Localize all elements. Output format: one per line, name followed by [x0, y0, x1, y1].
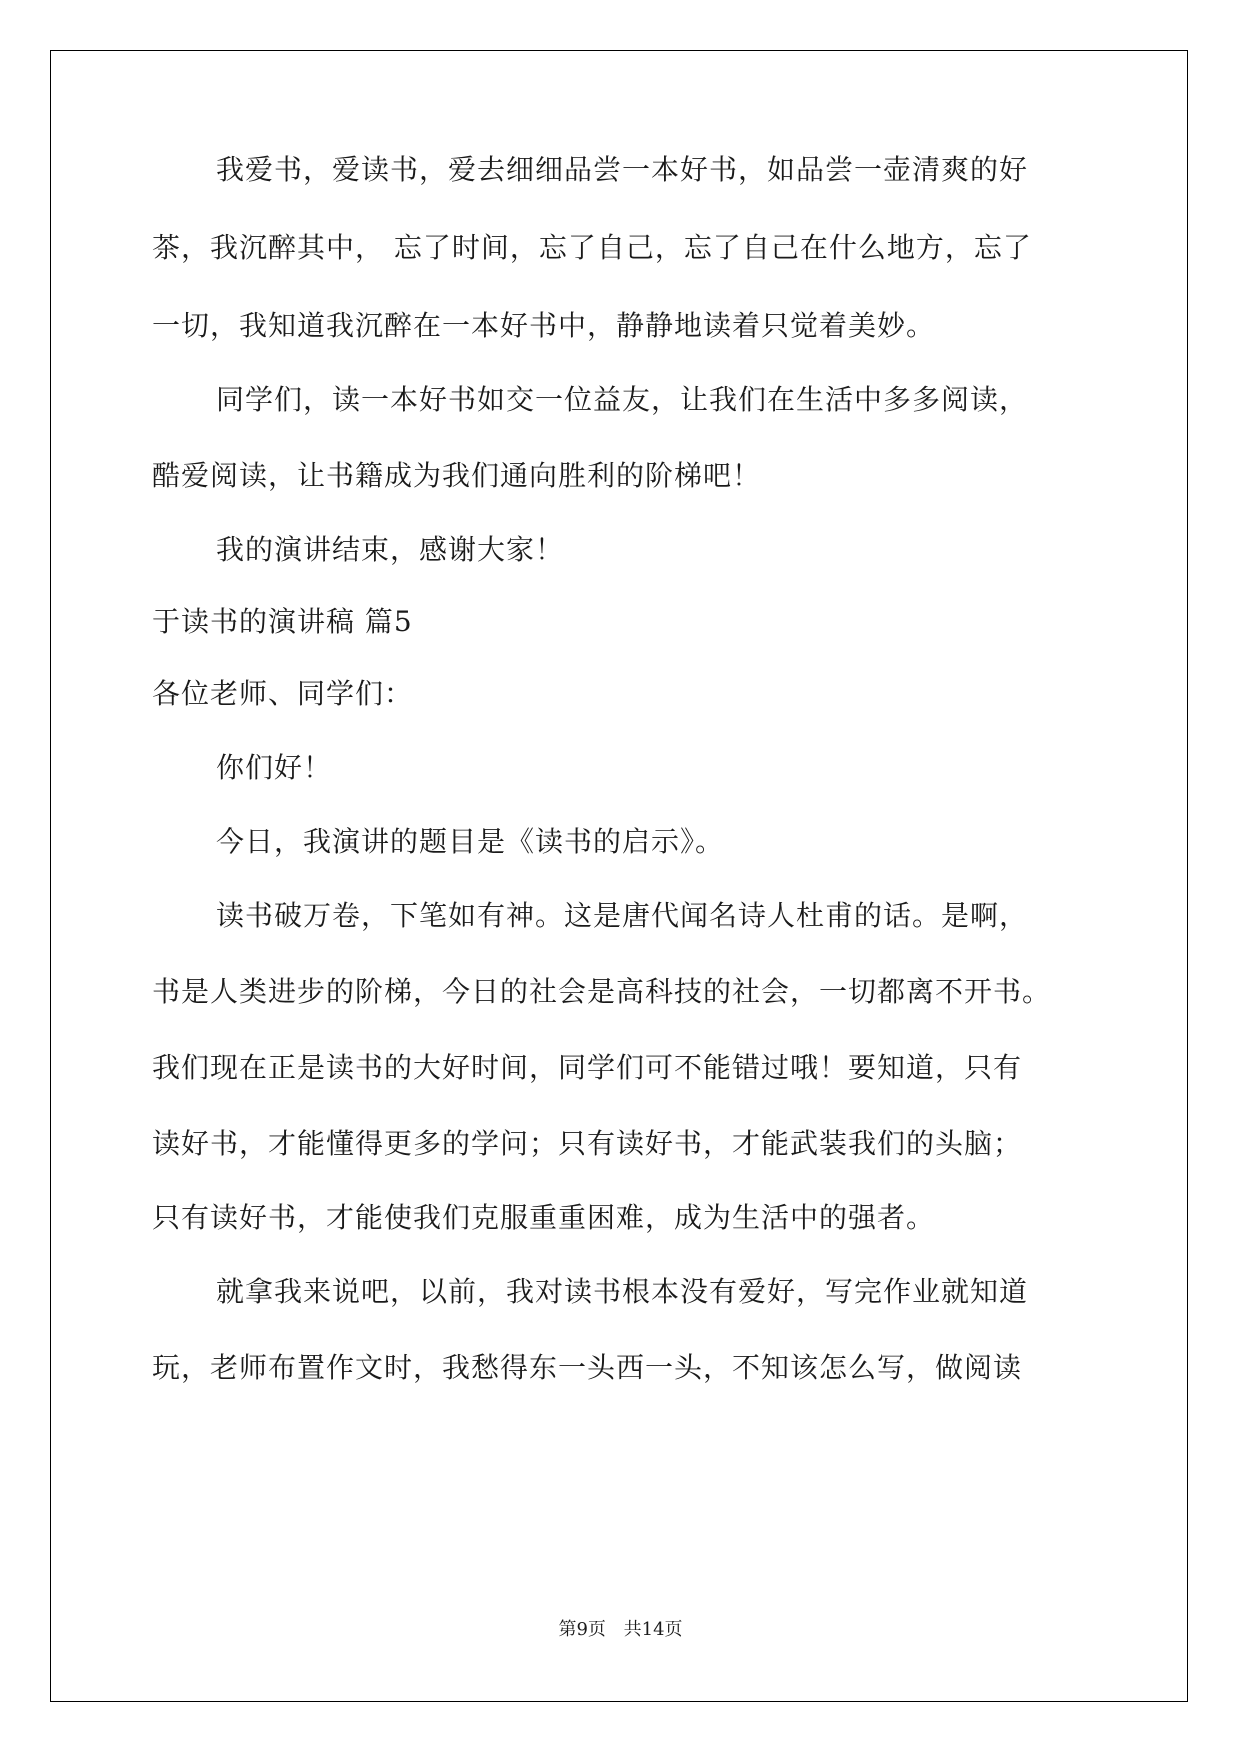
text-line: 同学们，读一本好书如交一位益友，让我们在生活中多多阅读， [216, 383, 1029, 416]
text-line: 就拿我来说吧，以前，我对读书根本没有爱好，写完作业就知道 [216, 1275, 1029, 1308]
text-line: 玩，老师布置作文时，我愁得东一头西一头，不知该怎么写，做阅读 [152, 1351, 1023, 1384]
text-line: 我爱书，爱读书，爱去细细品尝一本好书，如品尝一壶清爽的好 [216, 153, 1029, 186]
text-line: 茶，我沉醉其中， 忘了时间，忘了自己，忘了自己在什么地方，忘了 [152, 231, 1032, 264]
text-line: 读书破万卷，下笔如有神。这是唐代闻名诗人杜甫的话。是啊， [216, 899, 1029, 932]
text-line: 我的演讲结束，感谢大家！ [216, 533, 565, 566]
text-line: 我们现在正是读书的大好时间，同学们可不能错过哦！要知道，只有 [152, 1051, 1023, 1084]
text-line: 酷爱阅读，让书籍成为我们通向胜利的阶梯吧！ [152, 459, 762, 492]
salutation: 各位老师、同学们： [152, 677, 414, 710]
page-total: 共14页 [623, 1619, 683, 1640]
page-footer [0, 1618, 1241, 1642]
page-border [50, 50, 1188, 1702]
text-line: 一切，我知道我沉醉在一本好书中，静静地读着只觉着美妙。 [152, 309, 936, 342]
text-line: 读好书，才能懂得更多的学问；只有读好书，才能武装我们的头脑； [152, 1127, 1023, 1160]
text-line: 只有读好书，才能使我们克服重重困难，成为生活中的强者。 [152, 1201, 936, 1234]
page-number: 第9页 [558, 1619, 606, 1640]
text-line: 书是人类进步的阶梯，今日的社会是高科技的社会，一切都离不开书。 [152, 975, 1052, 1008]
section-heading: 于读书的演讲稿 篇5 [152, 605, 413, 638]
text-line: 你们好！ [216, 751, 333, 784]
text-line: 今日，我演讲的题目是《读书的启示》。 [216, 825, 725, 858]
